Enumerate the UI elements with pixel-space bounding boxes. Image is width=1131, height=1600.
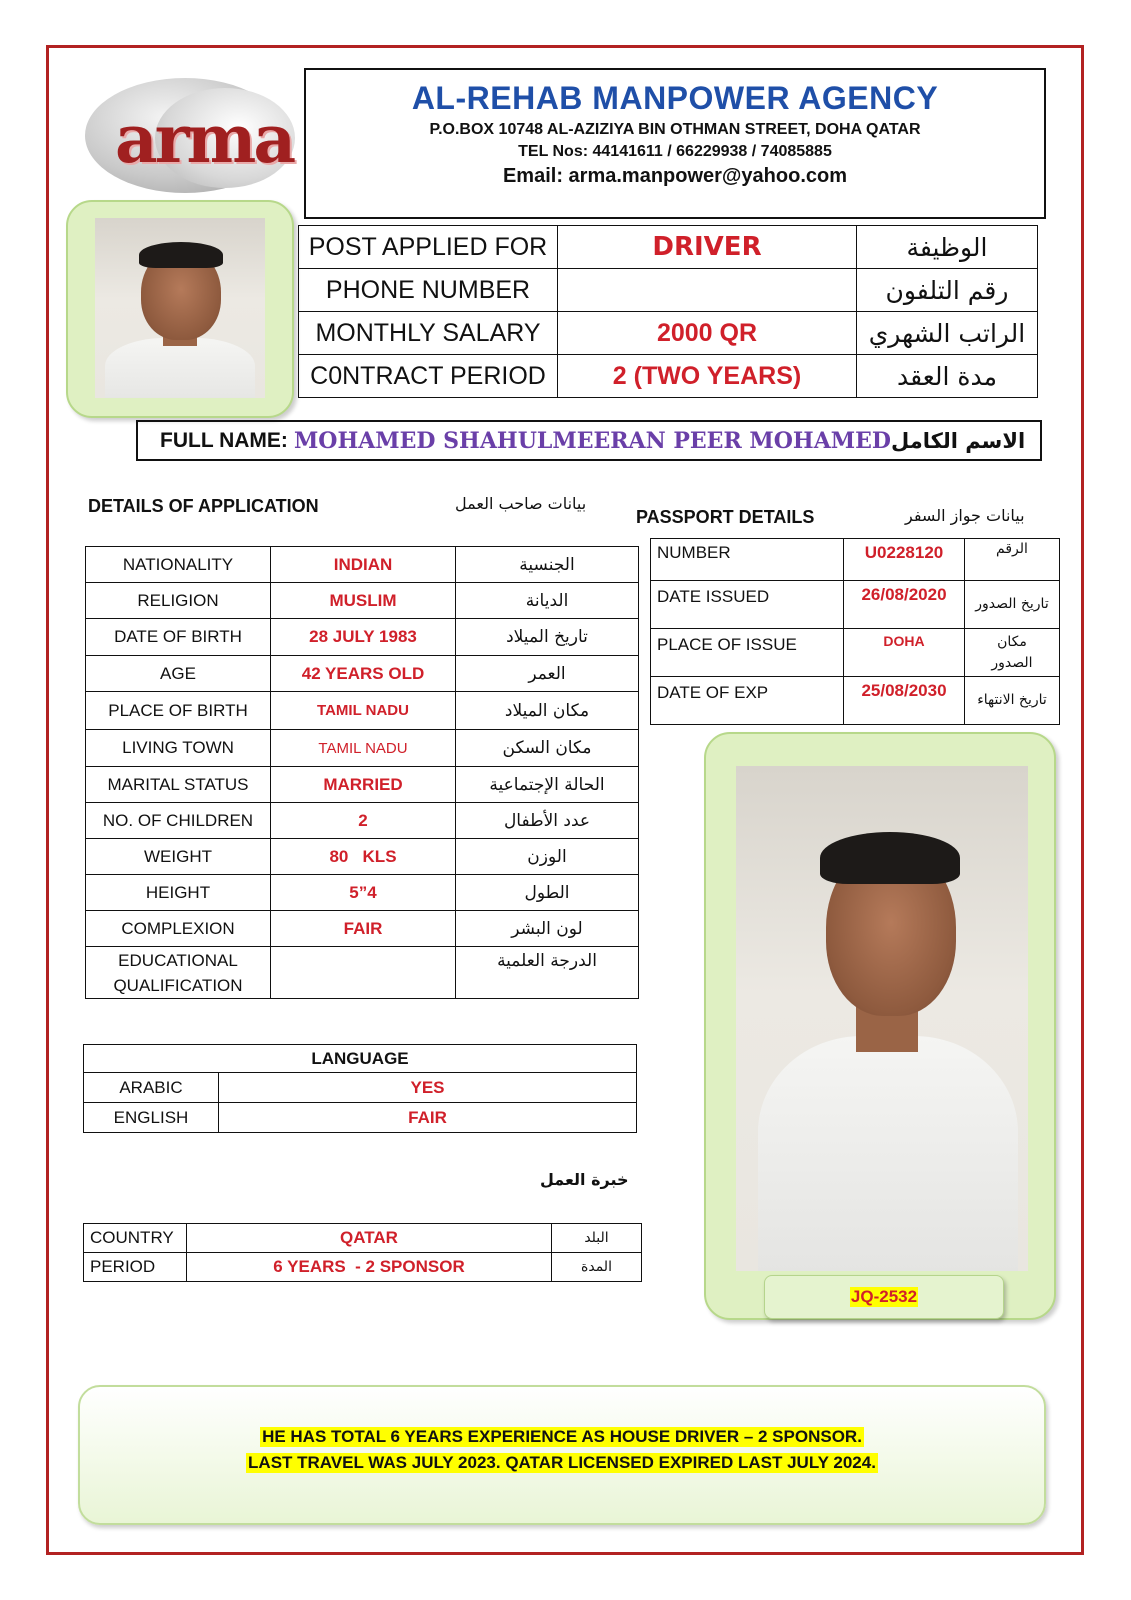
agency-email: Email: arma.manpower@yahoo.com [502, 165, 848, 187]
application-arabic: الطول [456, 875, 639, 911]
application-value: FAIR [271, 911, 456, 947]
application-label: HEIGHT [86, 875, 271, 911]
language-title: LANGUAGE [84, 1045, 637, 1073]
application-row [86, 947, 639, 999]
post-value: 2000 QR [558, 312, 857, 355]
language-table [83, 1044, 637, 1133]
passport-label: PLACE OF ISSUE [651, 629, 844, 677]
application-arabic: الحالة الإجتماعية [456, 767, 639, 803]
post-row [299, 355, 1038, 398]
full-name-arabic: الاسم الكامل [890, 428, 1026, 453]
passport-label: NUMBER [651, 539, 844, 581]
application-value: MUSLIM [271, 583, 456, 619]
experience-value: 6 YEARS - 2 SPONSOR [187, 1253, 552, 1282]
full-name-box [136, 420, 1042, 461]
application-value: TAMIL NADU [271, 692, 456, 730]
passport-row [651, 629, 1060, 677]
post-value: DRIVER [558, 226, 857, 269]
experience-title-arabic: خبرة العمل [540, 1170, 629, 1189]
application-arabic: لون البشر [456, 911, 639, 947]
language-label: ENGLISH [84, 1103, 219, 1133]
application-label: LIVING TOWN [86, 730, 271, 767]
application-label: NATIONALITY [86, 547, 271, 583]
post-value [558, 269, 857, 312]
post-label: PHONE NUMBER [299, 269, 558, 312]
passport-table [650, 538, 1060, 725]
agency-logo [85, 78, 295, 198]
experience-note [78, 1385, 1046, 1525]
application-value: 80 KLS [271, 839, 456, 875]
application-label: COMPLEXION [86, 911, 271, 947]
language-label: ARABIC [84, 1073, 219, 1103]
application-table [85, 546, 639, 999]
application-title: DETAILS OF APPLICATION [88, 496, 319, 516]
application-arabic: مكان السكن [456, 730, 639, 767]
application-row [86, 730, 639, 767]
application-arabic: الدرجة العلمية [456, 947, 639, 999]
application-arabic: تاريخ الميلاد [456, 619, 639, 656]
application-label: EDUCATIONAL QUALIFICATION [86, 947, 271, 999]
post-value: 2 (TWO YEARS) [558, 355, 857, 398]
application-value: 5”4 [271, 875, 456, 911]
application-row [86, 875, 639, 911]
agency-name: AL-REHAB MANPOWER AGENCY [411, 80, 939, 116]
full-name-label: FULL NAME: [160, 428, 288, 452]
application-value: 28 JULY 1983 [271, 619, 456, 656]
application-arabic: الجنسية [456, 547, 639, 583]
language-value: FAIR [219, 1103, 637, 1133]
experience-value: QATAR [187, 1224, 552, 1253]
application-label: NO. OF CHILDREN [86, 803, 271, 839]
reference-code: JQ-2532 [850, 1287, 918, 1306]
post-arabic: رقم التلفون [857, 269, 1038, 312]
application-label: PLACE OF BIRTH [86, 692, 271, 730]
large-photo-frame [704, 732, 1056, 1320]
application-label: MARITAL STATUS [86, 767, 271, 803]
application-arabic: الوزن [456, 839, 639, 875]
note-line-1: HE HAS TOTAL 6 YEARS EXPERIENCE AS HOUSE DRIVER – 2 SPONSOR. [262, 1427, 862, 1446]
passport-label: DATE OF EXP [651, 677, 844, 725]
language-row [84, 1103, 637, 1133]
application-label: RELIGION [86, 583, 271, 619]
passport-row [651, 539, 1060, 581]
application-row [86, 692, 639, 730]
application-value [271, 947, 456, 999]
application-arabic: عدد الأطفال [456, 803, 639, 839]
language-header-row [84, 1045, 637, 1073]
application-arabic: مكان الميلاد [456, 692, 639, 730]
passport-arabic: تاريخ الصدور [965, 581, 1060, 629]
full-name-value: MOHAMED SHAHULMEERAN PEER MOHAMED [293, 427, 891, 454]
post-row [299, 312, 1038, 355]
agency-phone: TEL Nos: 44141611 / 66229938 / 74085885 [518, 143, 832, 160]
passport-arabic: تاريخ الانتهاء [965, 677, 1060, 725]
application-value: MARRIED [271, 767, 456, 803]
reference-code-tag [764, 1275, 1004, 1319]
passport-arabic: الرقم [965, 539, 1060, 581]
logo-text: arma [115, 100, 294, 178]
language-row [84, 1073, 637, 1103]
passport-value: DOHA [844, 629, 965, 677]
post-table [298, 225, 1038, 398]
application-row [86, 803, 639, 839]
experience-label: PERIOD [84, 1253, 187, 1282]
experience-row [84, 1253, 642, 1282]
post-arabic: مدة العقد [857, 355, 1038, 398]
application-row [86, 583, 639, 619]
language-value: YES [219, 1073, 637, 1103]
application-row [86, 767, 639, 803]
experience-table [83, 1223, 642, 1282]
post-label: MONTHLY SALARY [299, 312, 558, 355]
application-label: WEIGHT [86, 839, 271, 875]
application-row [86, 911, 639, 947]
agency-address: P.O.BOX 10748 AL-AZIZIYA BIN OTHMAN STREET, DOHA QATAR [429, 121, 921, 138]
post-arabic: الوظيفة [857, 226, 1038, 269]
passport-value: 26/08/2020 [844, 581, 965, 629]
application-value: TAMIL NADU [271, 730, 456, 767]
experience-label: COUNTRY [84, 1224, 187, 1253]
application-value: 42 YEARS OLD [271, 656, 456, 692]
application-row [86, 547, 639, 583]
application-arabic: الديانة [456, 583, 639, 619]
post-row [299, 226, 1038, 269]
application-title-arabic: بيانات صاحب العمل [455, 494, 587, 513]
application-arabic: العمر [456, 656, 639, 692]
post-label: POST APPLIED FOR [299, 226, 558, 269]
note-line-2: LAST TRAVEL WAS JULY 2023. QATAR LICENSED EXPIRED LAST JULY 2024. [248, 1453, 876, 1472]
application-row [86, 619, 639, 656]
small-photo-frame [66, 200, 294, 418]
post-arabic: الراتب الشهري [857, 312, 1038, 355]
application-row [86, 656, 639, 692]
experience-row [84, 1224, 642, 1253]
passport-arabic: مكان الصدور [965, 629, 1060, 677]
experience-arabic: المدة [552, 1253, 642, 1282]
passport-row [651, 581, 1060, 629]
experience-arabic: البلد [552, 1224, 642, 1253]
passport-row [651, 677, 1060, 725]
post-row [299, 269, 1038, 312]
application-value: INDIAN [271, 547, 456, 583]
small-photo [95, 218, 265, 398]
post-label: C0NTRACT PERIOD [299, 355, 558, 398]
passport-label: DATE ISSUED [651, 581, 844, 629]
passport-value: 25/08/2030 [844, 677, 965, 725]
application-label: AGE [86, 656, 271, 692]
passport-title-arabic: بيانات جواز السفر [905, 506, 1025, 525]
agency-header [304, 68, 1046, 219]
passport-title: PASSPORT DETAILS [636, 507, 815, 527]
application-label: DATE OF BIRTH [86, 619, 271, 656]
application-row [86, 839, 639, 875]
large-photo [736, 766, 1028, 1271]
passport-value: U0228120 [844, 539, 965, 581]
application-value: 2 [271, 803, 456, 839]
